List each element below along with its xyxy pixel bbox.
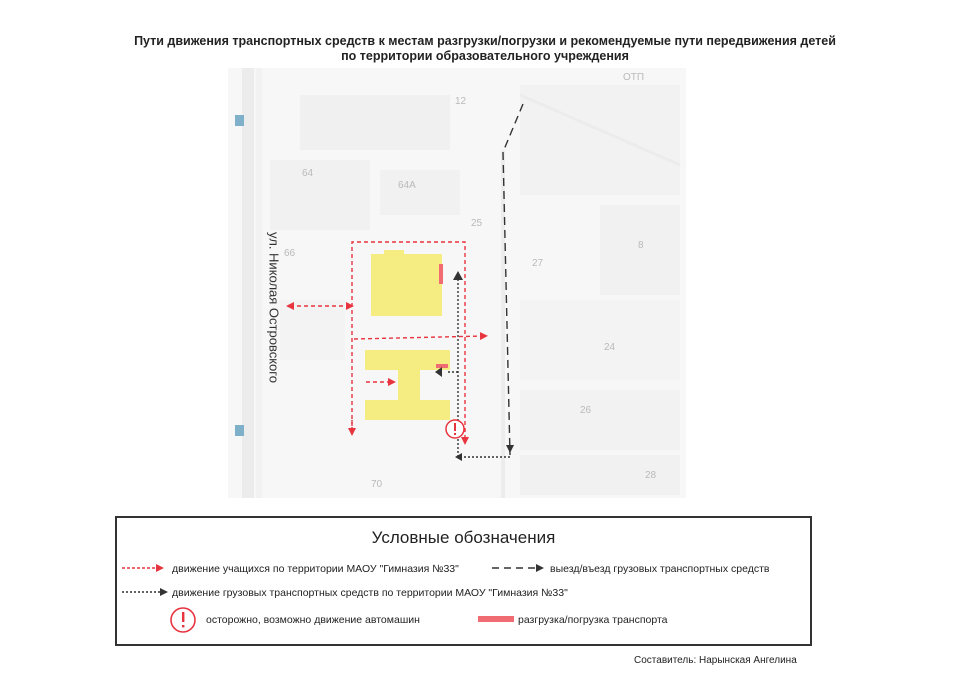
house-number: 25 xyxy=(471,218,483,229)
legend-children-label: движение учащихся по территории МАОУ "Гимназия №33" xyxy=(172,563,459,575)
legend-entry-exit-label: выезд/въезд грузовых транспортных средств xyxy=(550,563,770,575)
house-number: 24 xyxy=(604,342,616,353)
street-name-label: ул. Николая Островского xyxy=(266,232,282,383)
house-number: 66 xyxy=(284,248,296,259)
map-corner-label: ОТП xyxy=(623,72,645,83)
house-number: 64 xyxy=(302,168,314,179)
house-number: 8 xyxy=(638,240,644,251)
house-number: 27 xyxy=(532,258,544,269)
map-title-line-1: Пути движения транспортных средств к местам разгрузки/погрузки и рекомендуемые пути передвижения детей xyxy=(134,34,836,48)
house-number: 12 xyxy=(455,96,467,107)
house-number: 28 xyxy=(645,470,657,481)
author-credit: Составитель: Нарынская Ангелина xyxy=(634,655,797,666)
house-number: 26 xyxy=(580,405,592,416)
house-number: 64А xyxy=(398,180,416,191)
legend-trucks-label: движение грузовых транспортных средств по территории МАОУ "Гимназия №33" xyxy=(172,587,568,599)
house-number: 70 xyxy=(371,479,383,490)
school-building-north xyxy=(371,250,442,316)
legend-unloading-label: разгрузка/погрузка транспорта xyxy=(518,614,668,626)
legend-box xyxy=(115,516,812,646)
caution-sign-icon xyxy=(446,420,464,438)
unloading-zone-north xyxy=(439,264,443,284)
legend-title: Условные обозначения xyxy=(371,528,556,547)
legend-caution-label: осторожно, возможно движение автомашин xyxy=(206,614,420,626)
map-title-line-2: по территории образовательного учреждения xyxy=(341,49,629,63)
